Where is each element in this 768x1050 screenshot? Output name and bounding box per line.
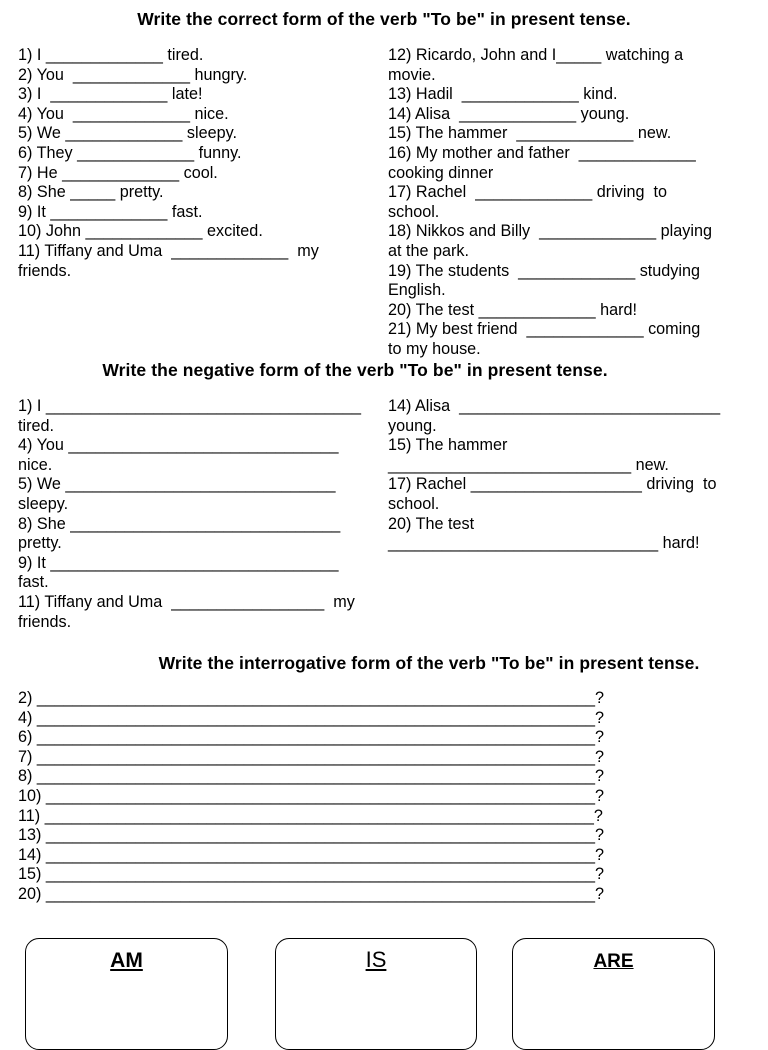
word-box-are-label: ARE xyxy=(593,951,634,972)
exercise-line: fast. xyxy=(18,573,49,592)
exercise-line: 21) My best friend _____________ coming xyxy=(388,320,701,339)
exercise-line: 2) You _____________ hungry. xyxy=(18,65,248,84)
exercise-line: young. xyxy=(388,416,437,435)
exercise-line: 3) I _____________ late! xyxy=(18,85,203,104)
word-box-am xyxy=(25,938,228,1050)
exercise-line: 11) Tiffany and Uma _____________ my xyxy=(18,241,319,260)
section3-title: Write the interrogative form of the verb "To be" in present tense. xyxy=(158,653,700,673)
exercise-line: 1) I ___________________________________ xyxy=(18,397,361,415)
question-line: 2) ______________________________________________________________? xyxy=(18,689,605,707)
exercise-line: 5) We ______________________________ xyxy=(18,475,336,494)
exercise-line: 13) Hadil _____________ kind. xyxy=(388,85,618,104)
exercise-line: 15) The hammer xyxy=(388,436,508,455)
exercise-line: at the park. xyxy=(388,241,469,260)
question-line: 7) ______________________________________________________________? xyxy=(18,747,605,766)
section1-left-column xyxy=(18,46,319,281)
word-box-am-label: AM xyxy=(110,949,143,972)
exercise-line: 12) Ricardo, John and I_____ watching a xyxy=(388,46,684,64)
exercise-line: friends. xyxy=(18,261,72,280)
section1-title: Write the correct form of the verb "To be" in present tense. xyxy=(137,9,631,29)
word-box-is-label: IS xyxy=(365,947,387,972)
exercise-line: pretty. xyxy=(18,534,62,553)
word-box-is xyxy=(275,938,477,1050)
exercise-line: ___________________________ new. xyxy=(388,455,669,474)
exercise-line: English. xyxy=(388,281,446,300)
exercise-line: 18) Nikkos and Billy _____________ playing xyxy=(388,222,712,241)
exercise-line: 1) I _____________ tired. xyxy=(18,46,204,64)
exercise-line: 4) You ______________________________ xyxy=(18,436,339,455)
exercise-line: 14) Alisa _____________ young. xyxy=(388,104,630,123)
question-line: 11) _____________________________________________________________? xyxy=(18,806,603,825)
question-line: 15) _____________________________________________________________? xyxy=(18,865,605,884)
exercise-line: movie. xyxy=(388,65,436,84)
question-line: 13) _____________________________________________________________? xyxy=(18,826,605,845)
exercise-line: school. xyxy=(388,494,440,513)
exercise-line: 9) It ________________________________ xyxy=(18,553,339,572)
exercise-line: 8) She _____ pretty. xyxy=(18,183,164,202)
question-line: 10) _____________________________________________________________? xyxy=(18,786,605,805)
exercise-line: 5) We _____________ sleepy. xyxy=(18,124,237,143)
exercise-line: 10) John _____________ excited. xyxy=(18,222,263,241)
exercise-line: nice. xyxy=(18,455,53,474)
word-box-are xyxy=(512,938,715,1050)
exercise-line: to my house. xyxy=(388,339,481,358)
exercise-line: 8) She ______________________________ xyxy=(18,514,341,533)
section3-lines xyxy=(18,689,604,905)
section2-left-column xyxy=(18,397,361,632)
exercise-line: 4) You _____________ nice. xyxy=(18,104,229,123)
exercise-line: 11) Tiffany and Uma _________________ my xyxy=(18,592,355,611)
exercise-line: ______________________________ hard! xyxy=(388,534,700,553)
exercise-line: tired. xyxy=(18,416,54,435)
question-line: 8) ______________________________________________________________? xyxy=(18,767,605,786)
exercise-line: 14) Alisa _____________________________ xyxy=(388,397,721,415)
exercise-line: cooking dinner xyxy=(388,163,494,182)
section1-right-column xyxy=(388,46,712,360)
exercise-line: 17) Rachel ___________________ driving to xyxy=(388,475,717,494)
question-line: 4) ______________________________________________________________? xyxy=(18,708,605,727)
question-line: 6) ______________________________________________________________? xyxy=(18,728,605,747)
exercise-line: friends. xyxy=(18,612,72,631)
question-line: 20) _____________________________________________________________? xyxy=(18,884,605,903)
exercise-line: 16) My mother and father _____________ xyxy=(388,143,696,162)
section2-right-column xyxy=(388,397,720,554)
exercise-line: school. xyxy=(388,202,440,221)
exercise-line: 7) He _____________ cool. xyxy=(18,163,218,182)
exercise-line: 17) Rachel _____________ driving to xyxy=(388,183,667,202)
exercise-line: 6) They _____________ funny. xyxy=(18,143,242,162)
exercise-line: 15) The hammer _____________ new. xyxy=(388,124,672,143)
exercise-line: 19) The students _____________ studying xyxy=(388,261,701,280)
question-line: 14) _____________________________________________________________? xyxy=(18,845,605,864)
exercise-line: 9) It _____________ fast. xyxy=(18,202,203,221)
exercise-line: sleepy. xyxy=(18,494,69,513)
exercise-line: 20) The test xyxy=(388,514,475,533)
section2-title: Write the negative form of the verb "To be" in present tense. xyxy=(102,360,608,380)
exercise-line: 20) The test _____________ hard! xyxy=(388,300,638,319)
